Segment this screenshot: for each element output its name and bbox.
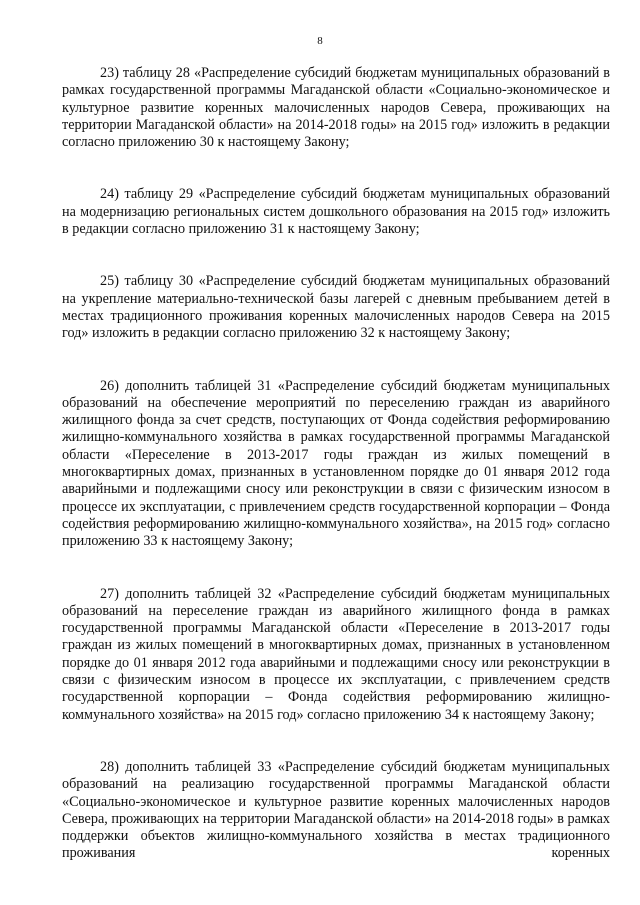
document-body <box>62 65 610 863</box>
paragraph-item-25: 25) таблицу 30 «Распределение субсидий бюджетам муниципальных образований на укрепление материально-технической базы лагерей с дневным пребыванием детей в местах традиционного проживания коренных малочисленных народов Севера на 2015 год» изложить в редакции согласно приложению 32 к настоящему Закону; <box>62 273 610 342</box>
paragraph-item-23: 23) таблицу 28 «Распределение субсидий бюджетам муниципальных образований в рамках государственной программы Магаданской области «Социально-экономическое и культурное развитие коренных малочисленных народов Севера, проживающих на территории Магаданской области» на 2014-2018 годы» на 2015 год» изложить в редакции согласно приложению 30 к настоящему Закону; <box>62 65 610 151</box>
paragraph-item-27: 27) дополнить таблицей 32 «Распределение субсидий бюджетам муниципальных образований на переселение граждан из аварийного жилищного фонда в рамках государственной программы Магаданской области «Переселение в 2013-2017 годы граждан из жилых помещений в многоквартирных домах, признанных в установленном порядке до 01 января 2012 года аварийными и подлежащими сносу или реконструкции в связи с физическим износом в процессе их эксплуатации, с привлечением средств государственной корпорации – Фонда содействия реформированию жилищно-коммунального хозяйства» на 2015 год» согласно приложению 34 к настоящему Закону; <box>62 585 610 723</box>
paragraph-item-26: 26) дополнить таблицей 31 «Распределение субсидий бюджетам муниципальных образований на обеспечение мероприятий по переселению граждан из аварийного жилищного фонда за счет средств, поступающих от Фонда содействия реформированию жилищно-коммунального хозяйства в рамках государственной программы Магаданской области «Переселение в 2013-2017 годы граждан из жилых помещений в многоквартирных домах, признанных в установленном порядке до 01 января 2012 года аварийными и подлежащими сносу или реконструкции в связи с физическим износом в процессе их эксплуатации, с привлечением средств государственной корпорации – Фонда содействия реформированию жилищно-коммунального хозяйства», на 2015 год» согласно приложению 33 к настоящему Закону; <box>62 377 610 550</box>
paragraph-item-28: 28) дополнить таблицей 33 «Распределение субсидий бюджетам муниципальных образований на реализацию государственной программы Магаданской области «Социально-экономическое и культурное развитие коренных малочисленных народов Севера, проживающих на территории Магаданской области» на 2014-2018 годы» в рамках поддержки объектов жилищно-коммунального хозяйства в местах традиционного проживания коренных <box>62 758 610 862</box>
paragraph-item-24: 24) таблицу 29 «Распределение субсидий бюджетам муниципальных образований на модернизацию региональных систем дошкольного образования на 2015 год» изложить в редакции согласно приложению 31 к настоящему Закону; <box>62 186 610 238</box>
page-number: 8 <box>317 35 323 47</box>
